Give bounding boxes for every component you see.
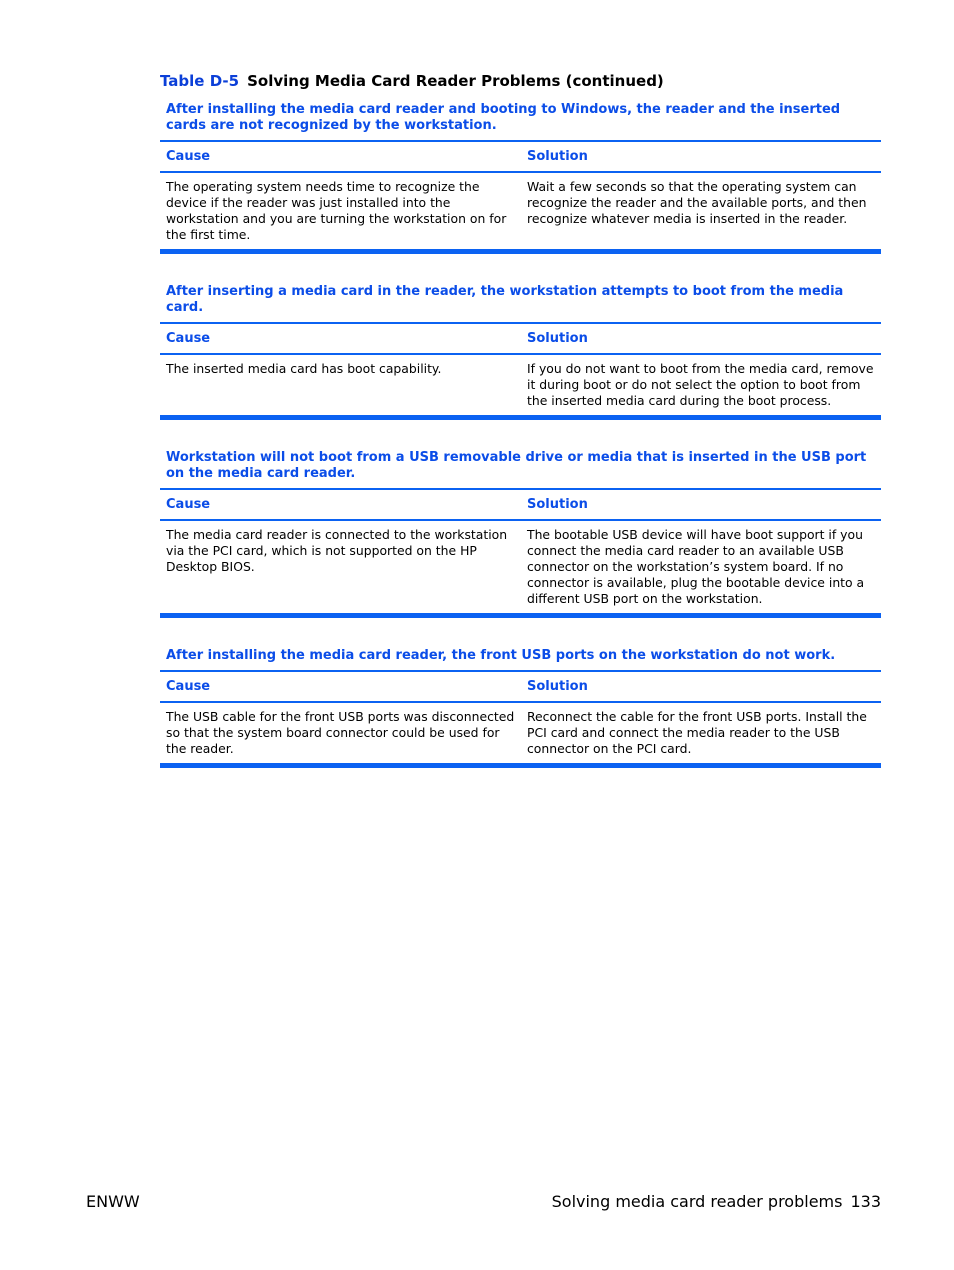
table-caption xyxy=(160,72,664,90)
cause-header: Cause xyxy=(166,497,211,512)
problem-heading: After inserting a media card in the reader, the workstation attempts to boot from the media card. xyxy=(166,284,844,315)
table-row xyxy=(160,521,881,613)
cause-cell: The operating system needs time to recognize the device if the reader was just installed into the workstation and you are turning the workstation on for the first time. xyxy=(166,179,507,242)
cause-header: Cause xyxy=(166,331,211,346)
solution-cell: Reconnect the cable for the front USB ports. Install the PCI card and connect the media reader to the USB connector on the PCI card. xyxy=(527,709,867,756)
table-header-row xyxy=(160,142,881,171)
solution-header: Solution xyxy=(527,679,588,694)
footer-page-info xyxy=(552,1192,881,1211)
table-row xyxy=(160,173,881,249)
solution-header: Solution xyxy=(527,497,588,512)
solution-cell: The bootable USB device will have boot support if you connect the media card reader to an available USB connector on the workstation’s system board. If no connector is available, plug the bootable device into a different USB port on the workstation. xyxy=(527,527,865,606)
table-caption-label: Table D-5 xyxy=(160,72,240,90)
problem-section-1 xyxy=(160,102,881,254)
cause-header: Cause xyxy=(166,679,211,694)
problem-heading: After installing the media card reader and booting to Windows, the reader and the inserted cards are not recognized by the workstation. xyxy=(166,102,841,133)
page-number: 133 xyxy=(850,1192,881,1211)
table-caption-title: Solving Media Card Reader Problems (continued) xyxy=(247,72,664,90)
cause-cell: The media card reader is connected to the workstation via the PCI card, which is not supported on the HP Desktop BIOS. xyxy=(166,527,508,574)
table-bottom-rule xyxy=(160,763,881,768)
table-header-row xyxy=(160,490,881,519)
problem-heading: After installing the media card reader, the front USB ports on the workstation do not work. xyxy=(166,648,836,663)
table-header-row xyxy=(160,672,881,701)
table-bottom-rule xyxy=(160,415,881,420)
solution-cell: Wait a few seconds so that the operating system can recognize the reader and the available ports, and then recognize whatever media is inserted in the reader. xyxy=(527,179,867,226)
solution-header: Solution xyxy=(527,331,588,346)
problem-heading: Workstation will not boot from a USB removable drive or media that is inserted in the USB port on the media card reader. xyxy=(166,450,867,481)
table-row xyxy=(160,355,881,415)
footer-enww: ENWW xyxy=(86,1192,140,1211)
table-bottom-rule xyxy=(160,249,881,254)
problem-section-4 xyxy=(160,648,881,768)
table-header-row xyxy=(160,324,881,353)
cause-cell: The USB cable for the front USB ports was disconnected so that the system board connector could be used for the reader. xyxy=(166,709,515,756)
problem-section-2 xyxy=(160,284,881,420)
solution-cell: If you do not want to boot from the media card, remove it during boot or do not select the option to boot from the inserted media card during the boot process. xyxy=(527,361,874,408)
cause-header: Cause xyxy=(166,149,211,164)
cause-cell: The inserted media card has boot capability. xyxy=(166,361,442,376)
footer-chapter-title: Solving media card reader problems xyxy=(551,1192,843,1211)
solution-header: Solution xyxy=(527,149,588,164)
table-row xyxy=(160,703,881,763)
table-bottom-rule xyxy=(160,613,881,618)
problem-section-3 xyxy=(160,450,881,618)
